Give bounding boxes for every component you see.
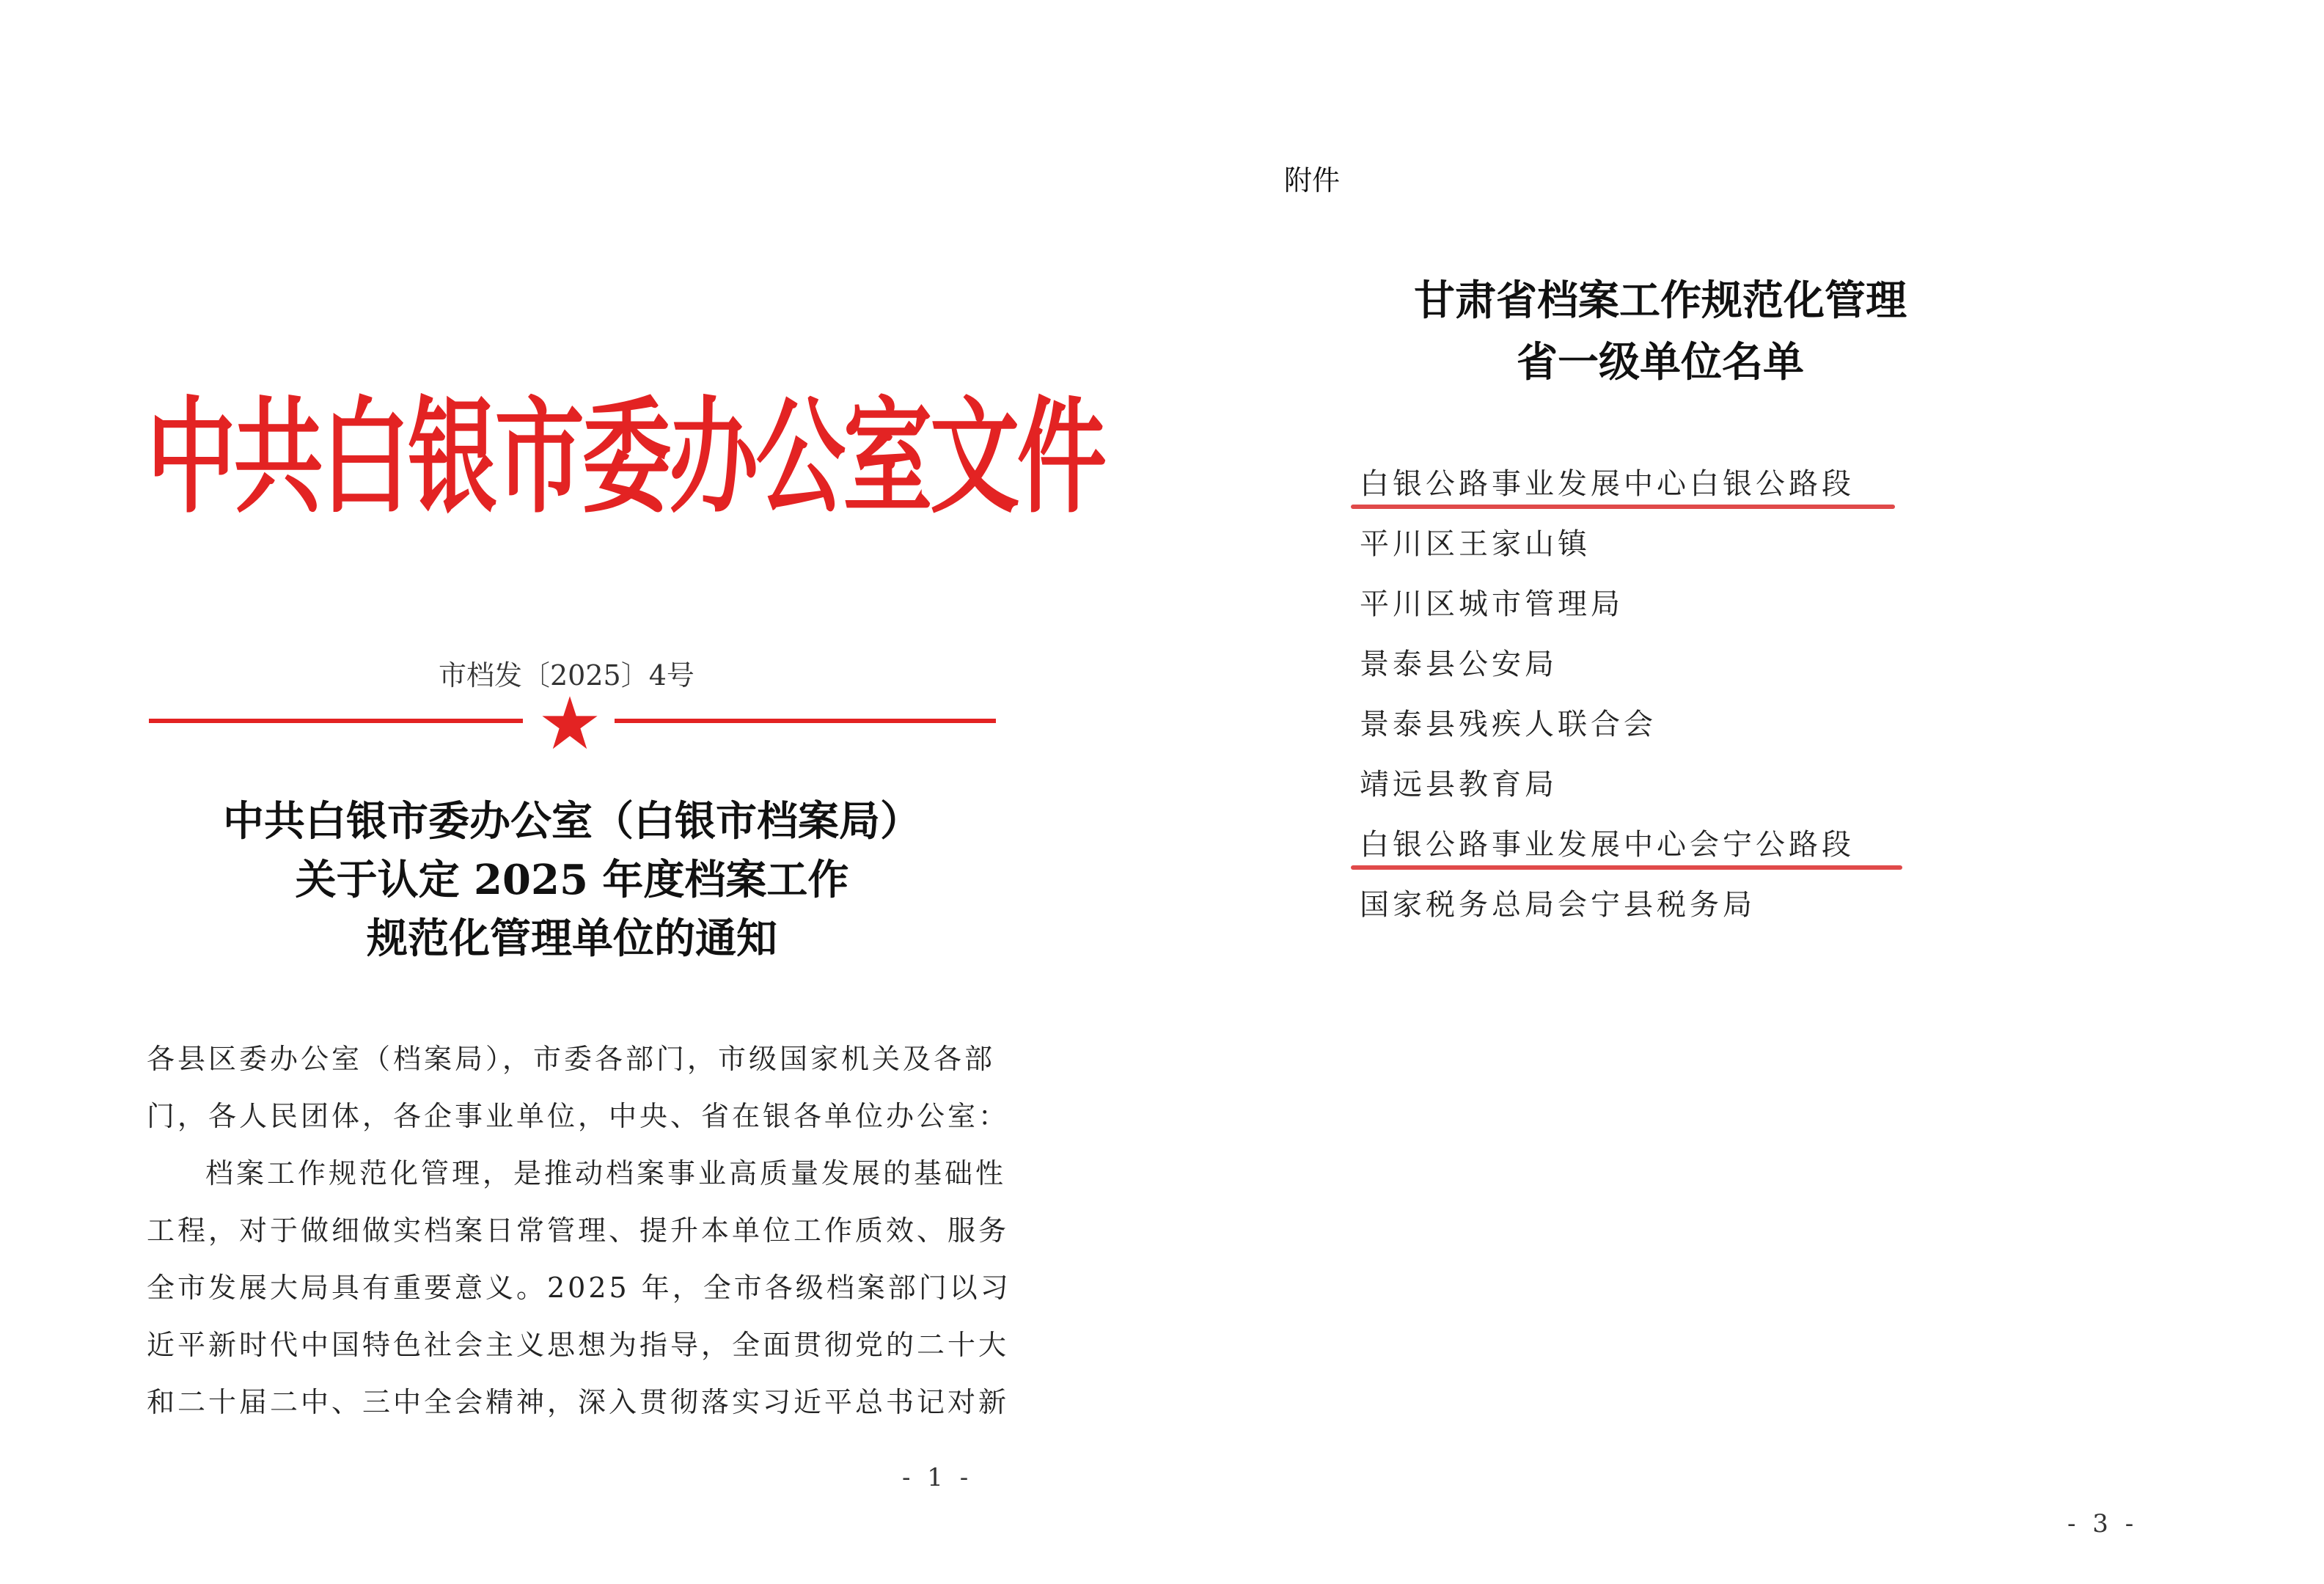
unit-name: 白银公路事业发展中心白银公路段 [1360,467,1855,501]
page-number: - 1 - [902,1463,973,1492]
unit-name: 靖远县教育局 [1360,768,1558,802]
red-underline-mark [1351,865,1902,870]
body-line: 工程，对于做细做实档案日常管理、提升本单位工作质效、服务 [147,1214,1010,1247]
unit-name: 平川区王家山镇 [1360,527,1591,561]
list-item [1360,522,2020,582]
body-line: 各县区委办公室（档案局），市委各部门，市级国家机关及各部 [147,1043,996,1075]
list-item [1360,883,2020,943]
notice-body [147,1030,1011,1431]
unit-name: 景泰县公安局 [1360,648,1558,681]
unit-list [1360,462,2020,943]
body-line: 全市发展大局具有重要意义。2025 年，全市各级档案部门以习 [147,1272,1011,1304]
red-underline-mark [1351,505,1895,509]
list-item [1360,703,2020,763]
body-line: 近平新时代中国特色社会主义思想为指导，全面贯彻党的二十大 [147,1329,1010,1361]
list-item [1360,642,2020,703]
notice-title [169,792,975,968]
red-rule-right [615,719,996,723]
unit-name: 平川区城市管理局 [1360,587,1624,621]
page-number: - 3 - [2067,1509,2138,1539]
body-line: 档案工作规范化管理，是推动档案事业高质量发展的基础性 [205,1157,1007,1189]
red-rule-left [149,719,523,723]
notice-title-line: 中共白银市委办公室（白银市档案局） [223,797,921,846]
list-item [1360,823,2020,883]
document-number: 市档发〔2025〕4号 [439,659,694,692]
list-title [1404,270,1917,393]
unit-name: 景泰县残疾人联合会 [1360,708,1657,741]
list-item [1360,763,2020,823]
list-title-line: 甘肃省档案工作规范化管理 [1414,276,1907,325]
notice-title-line: 关于认定 2025 年度档案工作 [295,856,849,904]
body-line: 和二十届二中、三中全会精神，深入贯彻落实习近平总书记对新 [147,1386,1010,1418]
list-item [1360,582,2020,642]
list-title-line: 省一级单位名单 [1517,338,1804,386]
list-item [1360,462,2020,522]
unit-name: 白银公路事业发展中心会宁公路段 [1360,828,1855,862]
body-line: 门，各人民团体，各企事业单位，中央、省在银各单位办公室： [147,1100,1010,1132]
notice-title-line: 规范化管理单位的通知 [367,914,777,963]
unit-name: 国家税务总局会宁县税务局 [1360,888,1756,922]
red-star-icon [540,694,599,752]
document-page-3 [1162,0,2324,1584]
document-header-title: 中共白银市委办公室文件 [147,385,1104,531]
attachment-label: 附件 [1284,164,1341,197]
